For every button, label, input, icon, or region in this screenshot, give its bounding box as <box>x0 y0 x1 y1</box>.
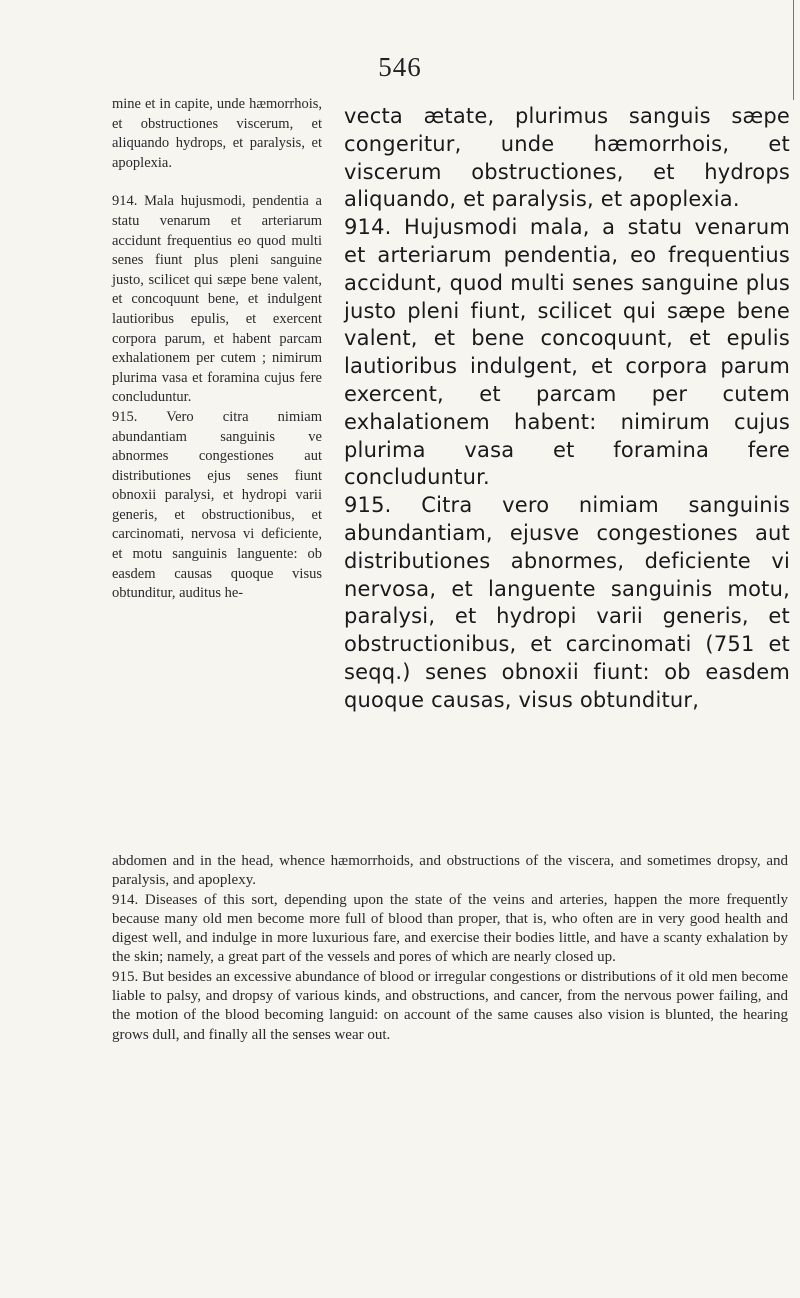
translation-paragraph-915: 915. But besides an excessive abundance of blood or irregular congestions or distributions of it old men become liable to palsy, and dropsy of various kinds, and obstructions, and cancer, from the nervous power failing, and the motion of the blood becoming languid: on account of the same causes also vision is blunted, the hearing grows dull, and finally all the senses wear out. <box>112 968 788 1043</box>
translation-paragraph-continuation: abdomen and in the head, whence hæmorrhoids, and obstructions of the viscera, and sometimes dropsy, and paralysis, and apoplexy. <box>112 853 788 889</box>
right-paragraph-continuation: vecta ætate, plurimus sanguis sæpe congeritur, unde hæmorrhois, et viscerum obstructiones, et hydrops aliquando, et paralysis, et apoplexia. <box>344 104 790 212</box>
left-paragraph-914: 914. Mala hujusmodi, pendentia a statu venarum et arteriarum accidunt frequentius eo quod multi senes fiunt plus pleni sanguine justo, scilicet qui sæpe bene valent, et concoquunt bene, et indulgent lautioribus epulis, et exercent corpora parum, et habent parcam exhalationem per cutem ; nimirum plurima vasa et foramina cujus fere concluduntur. <box>112 193 322 406</box>
left-paragraph-915: 915. Vero citra nimiam abundantiam sanguinis ve abnormes congestiones aut distributiones ejus senes fiunt obnoxii paralysi, et hydropi varii generis, et obstructionibus, et carcinomati, nervosa vi deficiente, et motu sanguinis languente: ob easdem causas quoque visus obtunditur, auditus he- <box>112 408 322 602</box>
english-translation <box>112 852 788 1045</box>
page-number: 546 <box>378 52 422 82</box>
left-paragraph-continuation: mine et in capite, unde hæmorrhois, et obstructiones viscerum, et aliquando hydrops, et paralysis, et apoplexia. <box>112 96 322 171</box>
translation-paragraph-914: 914. Diseases of this sort, depending upon the state of the veins and arteries, happen the more frequently because many old men become more full of blood than proper, that is, who often are in very good health and digest well, and indulge in more luxurious fare, and exercise their bodies little, and have a scanty exhalation by the skin; namely, a great part of the vessels and pores of which are nearly closed up. <box>112 891 788 966</box>
right-paragraph-914: 914. Hujusmodi mala, a statu venarum et arteriarum pendentia, eo frequentius accidunt, quod multi senes sanguine plus justo pleni fiunt, scilicet qui sæpe bene valent, et bene concoquunt, et epulis lautioribus indulgent, et corpora parum exercent, et parcam per cutem exhalationem habent: nimirum cujus plurima vasa et foramina fere concluduntur. <box>344 215 790 490</box>
page-edge-line <box>793 0 800 100</box>
right-paragraph-915: 915. Citra vero nimiam sanguinis abundantiam, ejusve congestiones aut distributiones abnormes, deficiente vi nervosa, et languente sanguinis motu, paralysi, et hydropi varii generis, et obstructionibus, et carcinomati (751 et seqq.) senes obnoxii fiunt: ob easdem quoque causas, visus obtunditur, <box>344 493 790 712</box>
left-column-latin-literal <box>112 95 322 604</box>
right-column-latin-text <box>344 103 790 715</box>
